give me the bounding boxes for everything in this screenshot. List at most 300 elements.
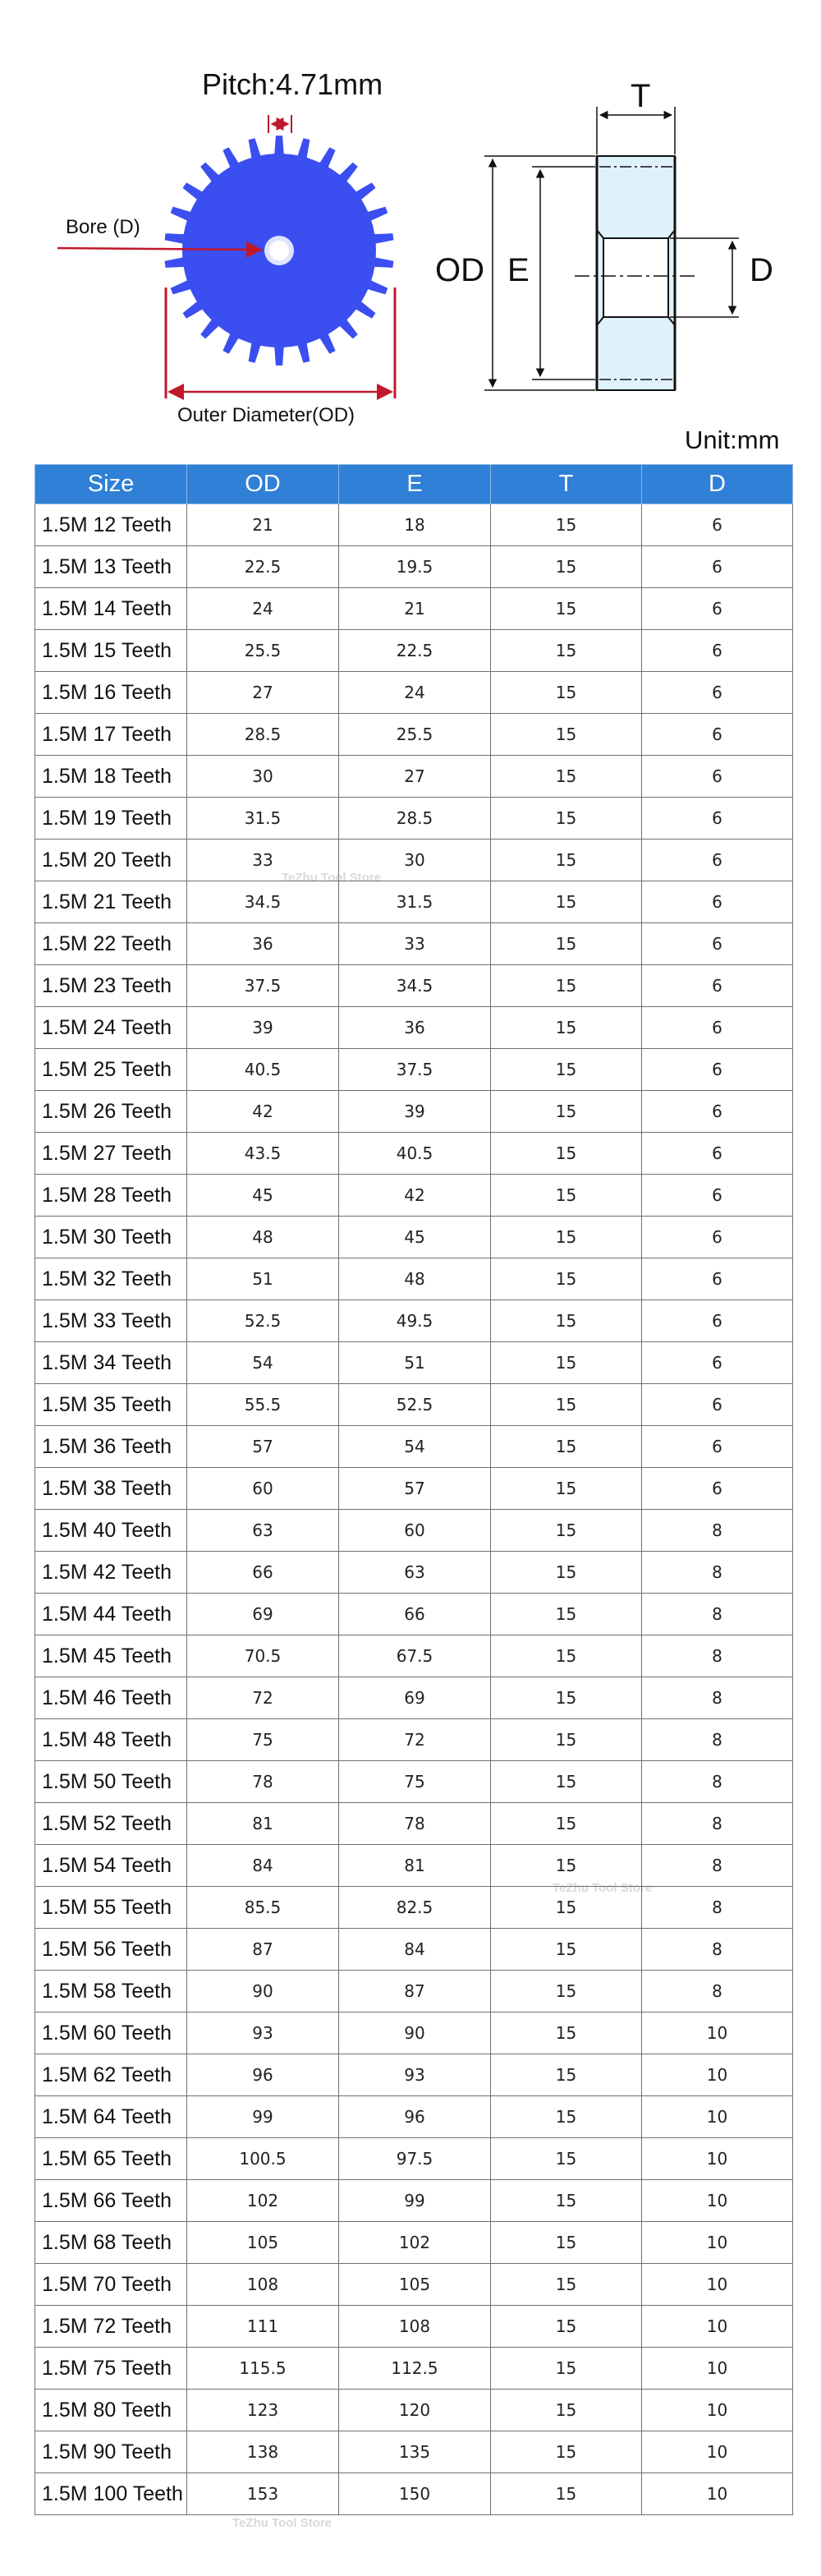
cell-d: 8 — [642, 1887, 793, 1929]
cell-e: 90 — [339, 2012, 491, 2054]
d-label: D — [750, 252, 773, 288]
cell-t: 15 — [491, 1217, 642, 1258]
table-row — [35, 2138, 793, 2180]
watermark: TeZhu Tool Store — [553, 1881, 653, 1895]
gear-diagram — [0, 0, 821, 460]
table-row — [35, 2473, 793, 2515]
cell-size: 1.5M 72 Teeth — [35, 2306, 187, 2348]
cell-od: 93 — [187, 2012, 339, 2054]
outer-diameter-label: Outer Diameter(OD) — [177, 404, 355, 426]
table-row — [35, 1677, 793, 1719]
cell-od: 72 — [187, 1677, 339, 1719]
cell-t: 15 — [491, 1468, 642, 1510]
cell-d: 6 — [642, 1384, 793, 1426]
cell-t: 15 — [491, 1761, 642, 1803]
cell-size: 1.5M 16 Teeth — [35, 672, 187, 714]
cell-e: 49.5 — [339, 1300, 491, 1342]
cell-d: 10 — [642, 2054, 793, 2096]
cell-t: 15 — [491, 1803, 642, 1845]
gear-front-view — [165, 136, 394, 366]
table-row — [35, 2390, 793, 2431]
cell-od: 60 — [187, 1468, 339, 1510]
cell-e: 150 — [339, 2473, 491, 2515]
cell-e: 84 — [339, 1929, 491, 1971]
table-row — [35, 588, 793, 630]
cell-d: 8 — [642, 1594, 793, 1635]
cell-t: 15 — [491, 1384, 642, 1426]
table-row — [35, 2431, 793, 2473]
cell-t: 15 — [491, 2054, 642, 2096]
cell-e: 135 — [339, 2431, 491, 2473]
cell-t: 15 — [491, 1175, 642, 1217]
table-row — [35, 1217, 793, 1258]
table-row — [35, 2096, 793, 2138]
table-row — [35, 1594, 793, 1635]
table-row — [35, 1258, 793, 1300]
table-row — [35, 1133, 793, 1175]
cell-size: 1.5M 56 Teeth — [35, 1929, 187, 1971]
cell-e: 99 — [339, 2180, 491, 2222]
table-row — [35, 798, 793, 840]
cell-size: 1.5M 45 Teeth — [35, 1635, 187, 1677]
cell-od: 66 — [187, 1552, 339, 1594]
cell-d: 6 — [642, 1007, 793, 1049]
header-d: D — [642, 465, 793, 504]
cell-od: 115.5 — [187, 2348, 339, 2390]
cell-e: 63 — [339, 1552, 491, 1594]
table-row — [35, 546, 793, 588]
cell-od: 123 — [187, 2390, 339, 2431]
cell-od: 36 — [187, 923, 339, 965]
cell-size: 1.5M 23 Teeth — [35, 965, 187, 1007]
cell-size: 1.5M 65 Teeth — [35, 2138, 187, 2180]
d-dimension — [670, 238, 739, 317]
cell-od: 34.5 — [187, 881, 339, 923]
cell-e: 87 — [339, 1971, 491, 2012]
cell-e: 105 — [339, 2264, 491, 2306]
cell-t: 15 — [491, 1510, 642, 1552]
cell-d: 8 — [642, 1552, 793, 1594]
cell-od: 37.5 — [187, 965, 339, 1007]
cell-od: 57 — [187, 1426, 339, 1468]
cell-t: 15 — [491, 1552, 642, 1594]
cell-t: 15 — [491, 881, 642, 923]
cell-size: 1.5M 90 Teeth — [35, 2431, 187, 2473]
cell-size: 1.5M 55 Teeth — [35, 1887, 187, 1929]
cell-od: 87 — [187, 1929, 339, 1971]
cell-od: 111 — [187, 2306, 339, 2348]
cell-e: 34.5 — [339, 965, 491, 1007]
cell-size: 1.5M 80 Teeth — [35, 2390, 187, 2431]
pitch-dimension — [268, 115, 291, 133]
cell-e: 66 — [339, 1594, 491, 1635]
cell-d: 6 — [642, 1300, 793, 1342]
cell-d: 8 — [642, 1635, 793, 1677]
cell-t: 15 — [491, 1887, 642, 1929]
cell-e: 69 — [339, 1677, 491, 1719]
cell-d: 6 — [642, 1468, 793, 1510]
cell-od: 22.5 — [187, 546, 339, 588]
cell-od: 25.5 — [187, 630, 339, 672]
cell-d: 6 — [642, 1342, 793, 1384]
cell-e: 48 — [339, 1258, 491, 1300]
cell-size: 1.5M 18 Teeth — [35, 756, 187, 798]
cell-d: 6 — [642, 1091, 793, 1133]
header-e: E — [339, 465, 491, 504]
cell-e: 96 — [339, 2096, 491, 2138]
cell-od: 81 — [187, 1803, 339, 1845]
cell-d: 6 — [642, 965, 793, 1007]
cell-size: 1.5M 34 Teeth — [35, 1342, 187, 1384]
cell-size: 1.5M 27 Teeth — [35, 1133, 187, 1175]
gear-side-section — [575, 156, 698, 390]
cell-d: 6 — [642, 546, 793, 588]
cell-size: 1.5M 48 Teeth — [35, 1719, 187, 1761]
table-body — [35, 504, 793, 2515]
table-header-row — [35, 465, 793, 504]
od-label: OD — [435, 252, 484, 288]
cell-e: 51 — [339, 1342, 491, 1384]
cell-size: 1.5M 33 Teeth — [35, 1300, 187, 1342]
cell-t: 15 — [491, 2138, 642, 2180]
cell-d: 6 — [642, 1175, 793, 1217]
cell-t: 15 — [491, 1091, 642, 1133]
cell-e: 42 — [339, 1175, 491, 1217]
cell-t: 15 — [491, 1133, 642, 1175]
table-row — [35, 1719, 793, 1761]
cell-e: 19.5 — [339, 546, 491, 588]
cell-size: 1.5M 58 Teeth — [35, 1971, 187, 2012]
cell-d: 8 — [642, 1677, 793, 1719]
cell-od: 24 — [187, 588, 339, 630]
cell-t: 15 — [491, 2222, 642, 2264]
cell-d: 8 — [642, 1510, 793, 1552]
table-row — [35, 504, 793, 546]
cell-e: 40.5 — [339, 1133, 491, 1175]
cell-e: 21 — [339, 588, 491, 630]
header-t: T — [491, 465, 642, 504]
cell-size: 1.5M 13 Teeth — [35, 546, 187, 588]
cell-t: 15 — [491, 2180, 642, 2222]
cell-d: 8 — [642, 1929, 793, 1971]
cell-od: 40.5 — [187, 1049, 339, 1091]
cell-od: 99 — [187, 2096, 339, 2138]
cell-d: 10 — [642, 2306, 793, 2348]
cell-d: 8 — [642, 1845, 793, 1887]
table-row — [35, 965, 793, 1007]
cell-d: 10 — [642, 2180, 793, 2222]
cell-d: 10 — [642, 2473, 793, 2515]
cell-od: 85.5 — [187, 1887, 339, 1929]
cell-t: 15 — [491, 1342, 642, 1384]
cell-size: 1.5M 66 Teeth — [35, 2180, 187, 2222]
cell-e: 108 — [339, 2306, 491, 2348]
cell-size: 1.5M 50 Teeth — [35, 1761, 187, 1803]
cell-d: 6 — [642, 588, 793, 630]
header-od: OD — [187, 465, 339, 504]
cell-e: 24 — [339, 672, 491, 714]
cell-size: 1.5M 35 Teeth — [35, 1384, 187, 1426]
cell-e: 78 — [339, 1803, 491, 1845]
cell-d: 6 — [642, 1049, 793, 1091]
table-row — [35, 1761, 793, 1803]
cell-d: 6 — [642, 714, 793, 756]
cell-size: 1.5M 68 Teeth — [35, 2222, 187, 2264]
cell-e: 31.5 — [339, 881, 491, 923]
table-row — [35, 1426, 793, 1468]
cell-od: 108 — [187, 2264, 339, 2306]
cell-e: 120 — [339, 2390, 491, 2431]
table-row — [35, 1635, 793, 1677]
table-row — [35, 1384, 793, 1426]
cell-od: 63 — [187, 1510, 339, 1552]
cell-od: 69 — [187, 1594, 339, 1635]
cell-e: 112.5 — [339, 2348, 491, 2390]
cell-t: 15 — [491, 923, 642, 965]
gear-spec-table — [34, 464, 793, 2515]
cell-size: 1.5M 19 Teeth — [35, 798, 187, 840]
cell-t: 15 — [491, 756, 642, 798]
cell-t: 15 — [491, 714, 642, 756]
cell-d: 10 — [642, 2096, 793, 2138]
cell-e: 30 — [339, 840, 491, 881]
cell-e: 36 — [339, 1007, 491, 1049]
cell-t: 15 — [491, 546, 642, 588]
cell-d: 6 — [642, 1426, 793, 1468]
cell-size: 1.5M 12 Teeth — [35, 504, 187, 546]
cell-size: 1.5M 70 Teeth — [35, 2264, 187, 2306]
cell-e: 25.5 — [339, 714, 491, 756]
watermark: TeZhu Tool Store — [282, 871, 382, 885]
cell-t: 15 — [491, 965, 642, 1007]
table-row — [35, 2180, 793, 2222]
t-label: T — [631, 78, 651, 114]
table-row — [35, 714, 793, 756]
cell-d: 8 — [642, 1719, 793, 1761]
table-row — [35, 881, 793, 923]
cell-t: 15 — [491, 2012, 642, 2054]
cell-od: 51 — [187, 1258, 339, 1300]
cell-e: 82.5 — [339, 1887, 491, 1929]
table-row — [35, 2012, 793, 2054]
cell-t: 15 — [491, 1258, 642, 1300]
cell-size: 1.5M 100 Teeth — [35, 2473, 187, 2515]
table-row — [35, 1510, 793, 1552]
table-row — [35, 1007, 793, 1049]
cell-od: 96 — [187, 2054, 339, 2096]
cell-t: 15 — [491, 1426, 642, 1468]
cell-e: 39 — [339, 1091, 491, 1133]
table-row — [35, 1845, 793, 1887]
cell-od: 78 — [187, 1761, 339, 1803]
cell-od: 39 — [187, 1007, 339, 1049]
cell-size: 1.5M 52 Teeth — [35, 1803, 187, 1845]
cell-od: 31.5 — [187, 798, 339, 840]
table-row — [35, 1049, 793, 1091]
table-row — [35, 2222, 793, 2264]
cell-e: 81 — [339, 1845, 491, 1887]
cell-size: 1.5M 75 Teeth — [35, 2348, 187, 2390]
cell-size: 1.5M 14 Teeth — [35, 588, 187, 630]
cell-t: 15 — [491, 1635, 642, 1677]
cell-e: 28.5 — [339, 798, 491, 840]
cell-od: 54 — [187, 1342, 339, 1384]
cell-od: 138 — [187, 2431, 339, 2473]
cell-d: 6 — [642, 1217, 793, 1258]
cell-e: 57 — [339, 1468, 491, 1510]
cell-t: 15 — [491, 2096, 642, 2138]
cell-size: 1.5M 40 Teeth — [35, 1510, 187, 1552]
cell-size: 1.5M 42 Teeth — [35, 1552, 187, 1594]
e-dimension — [532, 167, 595, 380]
cell-d: 6 — [642, 672, 793, 714]
cell-t: 15 — [491, 672, 642, 714]
table-row — [35, 1929, 793, 1971]
cell-d: 8 — [642, 1971, 793, 2012]
cell-t: 15 — [491, 798, 642, 840]
cell-d: 6 — [642, 923, 793, 965]
cell-e: 60 — [339, 1510, 491, 1552]
cell-od: 21 — [187, 504, 339, 546]
cell-t: 15 — [491, 1677, 642, 1719]
cell-t: 15 — [491, 1929, 642, 1971]
cell-size: 1.5M 62 Teeth — [35, 2054, 187, 2096]
cell-e: 93 — [339, 2054, 491, 2096]
cell-od: 45 — [187, 1175, 339, 1217]
table-row — [35, 2054, 793, 2096]
e-label: E — [507, 252, 530, 288]
cell-t: 15 — [491, 2348, 642, 2390]
cell-e: 67.5 — [339, 1635, 491, 1677]
cell-od: 33 — [187, 840, 339, 881]
cell-od: 28.5 — [187, 714, 339, 756]
cell-size: 1.5M 64 Teeth — [35, 2096, 187, 2138]
cell-od: 30 — [187, 756, 339, 798]
cell-t: 15 — [491, 2390, 642, 2431]
cell-t: 15 — [491, 1300, 642, 1342]
cell-e: 27 — [339, 756, 491, 798]
cell-size: 1.5M 36 Teeth — [35, 1426, 187, 1468]
cell-d: 8 — [642, 1803, 793, 1845]
cell-od: 70.5 — [187, 1635, 339, 1677]
table-row — [35, 2264, 793, 2306]
table-row — [35, 756, 793, 798]
watermark: TeZhu Tool Store — [232, 2516, 333, 2530]
cell-d: 8 — [642, 1761, 793, 1803]
cell-e: 102 — [339, 2222, 491, 2264]
cell-d: 6 — [642, 840, 793, 881]
cell-od: 102 — [187, 2180, 339, 2222]
header-size: Size — [35, 465, 187, 504]
table-row — [35, 630, 793, 672]
cell-size: 1.5M 38 Teeth — [35, 1468, 187, 1510]
table-row — [35, 923, 793, 965]
cell-size: 1.5M 26 Teeth — [35, 1091, 187, 1133]
unit-label: Unit:mm — [685, 426, 780, 454]
cell-d: 6 — [642, 630, 793, 672]
cell-e: 97.5 — [339, 2138, 491, 2180]
table-row — [35, 1468, 793, 1510]
cell-size: 1.5M 44 Teeth — [35, 1594, 187, 1635]
cell-od: 48 — [187, 1217, 339, 1258]
table-row — [35, 1300, 793, 1342]
cell-t: 15 — [491, 1719, 642, 1761]
cell-size: 1.5M 46 Teeth — [35, 1677, 187, 1719]
table-row — [35, 1803, 793, 1845]
table-row — [35, 1887, 793, 1929]
cell-d: 6 — [642, 1258, 793, 1300]
cell-t: 15 — [491, 840, 642, 881]
table-row — [35, 1552, 793, 1594]
cell-size: 1.5M 30 Teeth — [35, 1217, 187, 1258]
cell-d: 10 — [642, 2348, 793, 2390]
cell-d: 6 — [642, 1133, 793, 1175]
table-row — [35, 1091, 793, 1133]
cell-e: 75 — [339, 1761, 491, 1803]
cell-e: 33 — [339, 923, 491, 965]
cell-d: 6 — [642, 881, 793, 923]
cell-t: 15 — [491, 1594, 642, 1635]
cell-t: 15 — [491, 2264, 642, 2306]
cell-od: 75 — [187, 1719, 339, 1761]
cell-t: 15 — [491, 1007, 642, 1049]
cell-size: 1.5M 28 Teeth — [35, 1175, 187, 1217]
cell-size: 1.5M 32 Teeth — [35, 1258, 187, 1300]
cell-t: 15 — [491, 588, 642, 630]
cell-e: 52.5 — [339, 1384, 491, 1426]
cell-e: 45 — [339, 1217, 491, 1258]
cell-d: 6 — [642, 798, 793, 840]
cell-t: 15 — [491, 2306, 642, 2348]
cell-d: 10 — [642, 2264, 793, 2306]
cell-d: 10 — [642, 2222, 793, 2264]
cell-d: 6 — [642, 756, 793, 798]
cell-d: 10 — [642, 2431, 793, 2473]
cell-t: 15 — [491, 1049, 642, 1091]
cell-d: 10 — [642, 2390, 793, 2431]
cell-od: 153 — [187, 2473, 339, 2515]
cell-od: 42 — [187, 1091, 339, 1133]
cell-size: 1.5M 17 Teeth — [35, 714, 187, 756]
cell-t: 15 — [491, 630, 642, 672]
table-row — [35, 672, 793, 714]
cell-size: 1.5M 20 Teeth — [35, 840, 187, 881]
table-row — [35, 2348, 793, 2390]
cell-e: 72 — [339, 1719, 491, 1761]
cell-t: 15 — [491, 1845, 642, 1887]
cell-size: 1.5M 54 Teeth — [35, 1845, 187, 1887]
cell-size: 1.5M 24 Teeth — [35, 1007, 187, 1049]
cell-t: 15 — [491, 1971, 642, 2012]
cell-t: 15 — [491, 504, 642, 546]
cell-d: 10 — [642, 2138, 793, 2180]
cell-e: 18 — [339, 504, 491, 546]
pitch-label: Pitch:4.71mm — [202, 67, 383, 101]
cell-od: 90 — [187, 1971, 339, 2012]
cell-od: 27 — [187, 672, 339, 714]
cell-od: 84 — [187, 1845, 339, 1887]
cell-e: 54 — [339, 1426, 491, 1468]
cell-t: 15 — [491, 2431, 642, 2473]
cell-size: 1.5M 60 Teeth — [35, 2012, 187, 2054]
cell-od: 55.5 — [187, 1384, 339, 1426]
cell-size: 1.5M 15 Teeth — [35, 630, 187, 672]
cell-od: 105 — [187, 2222, 339, 2264]
table-row — [35, 840, 793, 881]
cell-d: 10 — [642, 2012, 793, 2054]
cell-od: 52.5 — [187, 1300, 339, 1342]
table-row — [35, 2306, 793, 2348]
